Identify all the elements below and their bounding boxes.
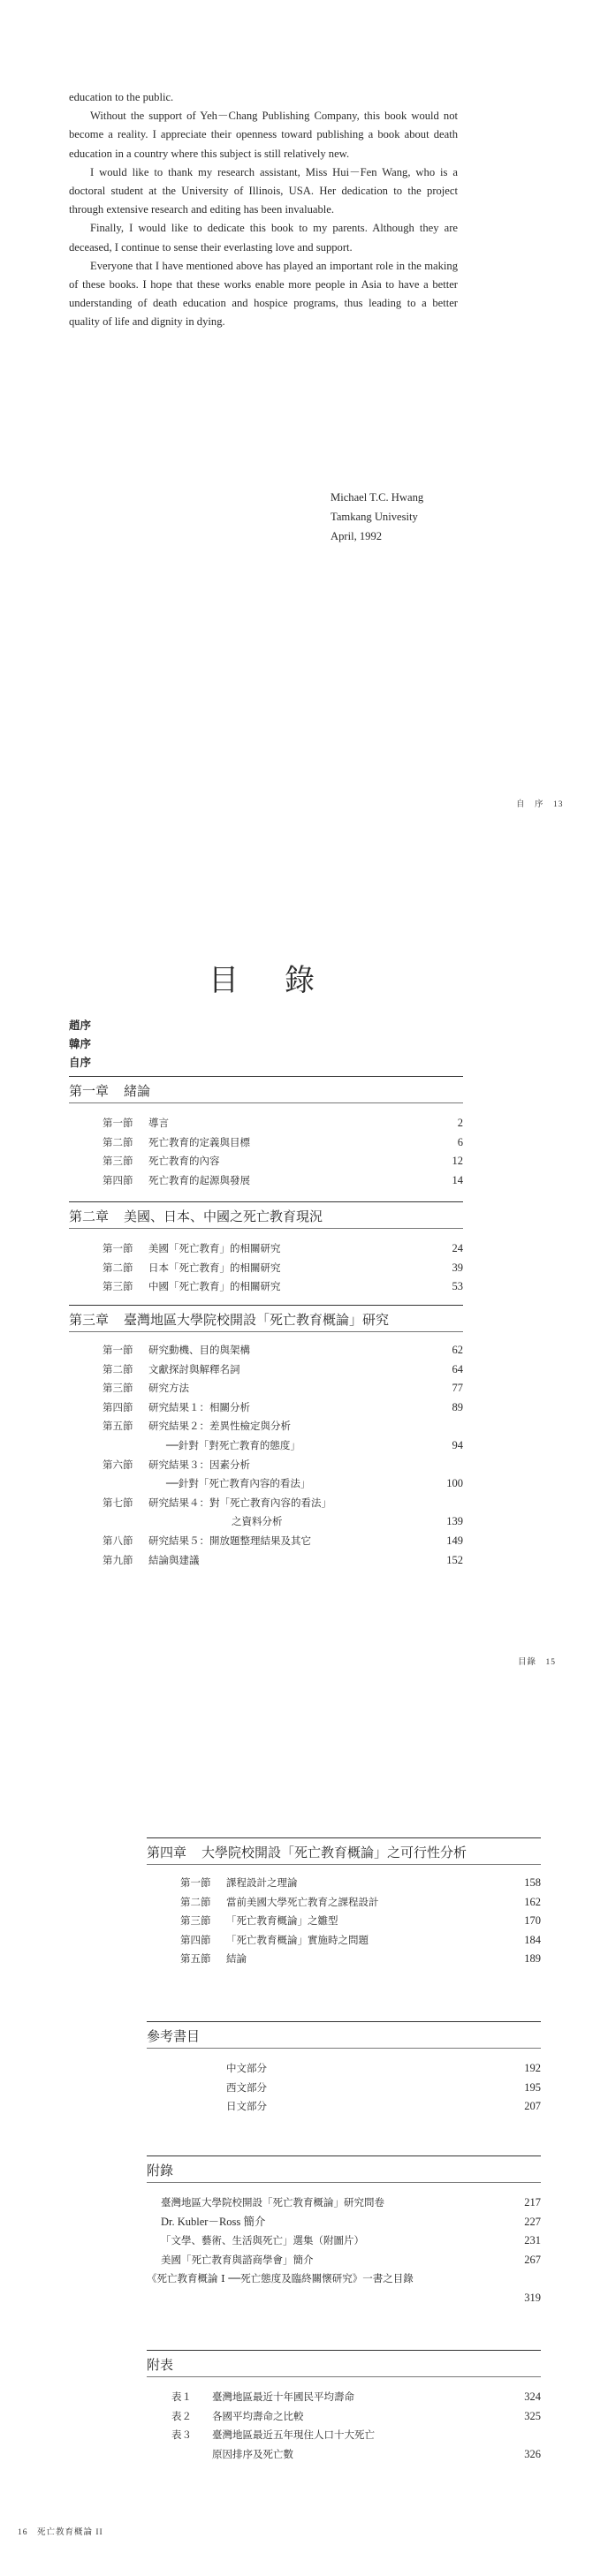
toc-entry[interactable] xyxy=(69,1133,463,1153)
page-number xyxy=(505,2426,541,2445)
toc-entry[interactable] xyxy=(69,1379,463,1398)
section-title: 「死亡教育概論」之雛型 xyxy=(226,1914,338,1928)
toc-entry[interactable] xyxy=(147,1950,541,1969)
toc-entry-continuation[interactable] xyxy=(147,2289,541,2308)
page-number: 64 xyxy=(452,1362,463,1375)
toc-entry[interactable] xyxy=(69,1417,463,1436)
section-number: 第三節 xyxy=(103,1280,133,1293)
list-item: 韓序 xyxy=(69,1037,92,1050)
section-title: 日文部分 xyxy=(226,2100,267,2113)
folio: 目錄 15 xyxy=(518,1658,557,1667)
table-title: 原因排序及死亡數 xyxy=(212,2447,293,2460)
section-title: 中文部分 xyxy=(226,2062,267,2074)
section-title: 研究結果１：相關分析 xyxy=(148,1400,250,1413)
section-title: 研究動機、目的與架構 xyxy=(148,1344,250,1356)
section-title: 導言 xyxy=(148,1117,169,1129)
section-number: 第二節 xyxy=(180,1895,211,1908)
toc-page xyxy=(0,866,608,1678)
page-number: 24 xyxy=(452,1242,463,1254)
toc-entry[interactable] xyxy=(147,2213,541,2232)
chapter-title: 美國、日本、中國之死亡教育現況 xyxy=(124,1208,323,1224)
page-number: 267 xyxy=(524,2253,541,2266)
section-number: 第一節 xyxy=(103,1242,133,1254)
toc-entry[interactable] xyxy=(69,1398,463,1418)
section-title: 西文部分 xyxy=(226,2080,267,2094)
toc-entry[interactable] xyxy=(69,1551,463,1571)
toc-entry-continuation[interactable] xyxy=(69,1512,463,1532)
page-number xyxy=(505,2269,541,2289)
section-number: 第二節 xyxy=(103,1362,133,1375)
section-title: 研究方法 xyxy=(148,1382,189,1395)
section-title: 死亡教育的起源與發展 xyxy=(148,1173,250,1186)
page-number: 77 xyxy=(452,1382,463,1395)
page-number: 319 xyxy=(524,2291,541,2304)
page-number: 149 xyxy=(446,1534,463,1547)
toc-entry[interactable] xyxy=(147,2388,541,2407)
section-title: 研究結果４：對「死亡教育內容的看法」 xyxy=(148,1496,331,1509)
section-number: 第三節 xyxy=(103,1382,133,1395)
table-number: 表２ xyxy=(171,2409,192,2422)
section-title: 結論與建議 xyxy=(148,1553,200,1566)
references-title: 參考書目 xyxy=(147,2028,201,2044)
toc-entry[interactable] xyxy=(147,1893,541,1913)
author-institution: Tamkang Univesity xyxy=(331,511,418,523)
section-title: ──針對「死亡教育內容的看法」 xyxy=(166,1477,311,1490)
toc-entry[interactable] xyxy=(69,1152,463,1171)
page-number: 231 xyxy=(524,2234,541,2247)
toc-entry[interactable] xyxy=(147,2193,541,2213)
section-number: 第四節 xyxy=(103,1400,133,1413)
toc-entry[interactable] xyxy=(69,1532,463,1551)
section-number: 第二節 xyxy=(103,1135,133,1148)
chapter-number: 第二章 xyxy=(69,1208,110,1224)
toc-entry[interactable] xyxy=(69,1360,463,1380)
toc-entry[interactable] xyxy=(147,2251,541,2270)
author-name: Michael T.C. Hwang xyxy=(331,491,424,504)
section-number: 第三節 xyxy=(180,1914,211,1928)
section-number: 第六節 xyxy=(103,1458,133,1471)
toc-entry[interactable] xyxy=(147,2059,541,2079)
toc-entry[interactable] xyxy=(69,1259,463,1278)
section-title: 「死亡教育概論」實施時之問題 xyxy=(226,1933,369,1946)
toc-appendix xyxy=(147,2156,541,2308)
toc-entry[interactable] xyxy=(147,2426,541,2445)
toc-entry[interactable] xyxy=(147,1931,541,1951)
chapter-number: 第一章 xyxy=(69,1083,110,1099)
section-number: 第一節 xyxy=(180,1876,211,1889)
page-number: 100 xyxy=(446,1477,463,1490)
toc-entry[interactable] xyxy=(147,2407,541,2427)
appendix-title: 附錄 xyxy=(147,2163,174,2178)
page-number: 184 xyxy=(524,1933,541,1946)
section-number: 第三節 xyxy=(103,1155,133,1168)
table-number xyxy=(171,2445,212,2465)
section-title: 「文學、藝術、生活與死亡」選集（附圖片） xyxy=(161,2234,364,2247)
page-number: 326 xyxy=(524,2447,541,2460)
references-heading[interactable] xyxy=(147,2021,541,2049)
folio: 16 死亡教育概論 II xyxy=(18,2528,103,2537)
list-item: 自序 xyxy=(69,1056,92,1069)
page-number: 12 xyxy=(452,1155,463,1168)
section-number: 第七節 xyxy=(103,1496,133,1509)
preface-page xyxy=(0,0,608,866)
page-number: 53 xyxy=(452,1280,463,1293)
paragraph: Finally, I would like to dedicate this book to my parents. Although they are deceased, I continue to sense their everlasting love and support. xyxy=(69,222,458,254)
paragraph: I would like to thank my research assistant, Miss Hui－Fen Wang, who is a doctoral student at the University of Illinois, USA. Her dedication to the project through extensive research and editing has been invaluable. xyxy=(69,165,458,216)
toc-entry-continuation[interactable] xyxy=(69,1474,463,1494)
page-number: 39 xyxy=(452,1261,463,1274)
chapter-title: 緒論 xyxy=(124,1083,151,1099)
section-number: 第八節 xyxy=(103,1534,133,1547)
page-number xyxy=(428,1494,463,1513)
toc-entry[interactable] xyxy=(69,1341,463,1360)
page-number: 324 xyxy=(524,2390,541,2403)
signature-block xyxy=(331,488,423,546)
folio: 自 序 13 xyxy=(516,800,564,809)
page-number: 170 xyxy=(524,1914,541,1928)
page-number: 325 xyxy=(524,2409,541,2422)
section-title: Dr. Kubler－Ross 簡介 xyxy=(161,2215,266,2228)
chapter-heading[interactable] xyxy=(69,1305,463,1332)
tables-title: 附表 xyxy=(147,2357,174,2373)
section-number: 第九節 xyxy=(103,1553,133,1566)
toc-chapter xyxy=(147,1837,541,1969)
section-number: 第一節 xyxy=(103,1344,133,1356)
tables-heading[interactable] xyxy=(147,2350,541,2377)
section-title: 之資料分析 xyxy=(232,1515,283,1528)
toc-chapter xyxy=(69,1076,463,1190)
page-number: 14 xyxy=(452,1173,463,1186)
page-number: 217 xyxy=(524,2196,541,2209)
section-title: 文獻探討與解釋名詞 xyxy=(148,1362,240,1375)
signature-date: April, 1992 xyxy=(331,530,383,542)
chapter-title: 大學院校開設「死亡教育概論」之可行性分析 xyxy=(201,1845,467,1860)
toc-entry[interactable] xyxy=(69,1239,463,1259)
page-number: 6 xyxy=(457,1135,463,1148)
page-number: 94 xyxy=(452,1438,463,1451)
section-title: 當前美國大學死亡教育之課程設計 xyxy=(226,1895,379,1908)
chapter-heading[interactable] xyxy=(69,1076,463,1103)
section-number: 第五節 xyxy=(103,1420,133,1433)
section-title: 中國「死亡教育」的相關研究 xyxy=(148,1280,281,1293)
list-item: 趙序 xyxy=(69,1019,92,1032)
table-number: 表３ xyxy=(171,2428,192,2442)
page-number: 227 xyxy=(524,2215,541,2228)
appendix-heading[interactable] xyxy=(147,2156,541,2183)
page-number: 162 xyxy=(524,1895,541,1908)
toc-references xyxy=(147,2021,541,2117)
preface-text xyxy=(69,88,458,332)
section-title: ──針對「對死亡教育的態度」 xyxy=(166,1438,300,1451)
toc-entry[interactable] xyxy=(69,1114,463,1133)
section-number: 第四節 xyxy=(180,1933,211,1946)
section-title: 課程設計之理論 xyxy=(226,1876,298,1889)
toc-entry[interactable] xyxy=(147,1912,541,1931)
page-number: 207 xyxy=(524,2100,541,2113)
section-number: 第二節 xyxy=(103,1261,133,1274)
page-number: 139 xyxy=(446,1515,463,1528)
page-number: 195 xyxy=(524,2080,541,2094)
toc-entry-continuation[interactable] xyxy=(69,1436,463,1456)
front-matter-list xyxy=(69,1016,91,1072)
paragraph: Everyone that I have mentioned above has played an important role in the making of these books. I hope that these works enable more people in Asia to have a better understanding of death education and hospice programs, thus leading to a better quality of life and dignity in dying. xyxy=(69,259,458,329)
page-number: 192 xyxy=(524,2062,541,2074)
chapter-title: 臺灣地區大學院校開設「死亡教育概論」研究 xyxy=(124,1312,390,1328)
page-number: 189 xyxy=(524,1952,541,1966)
toc-entry-continuation[interactable] xyxy=(147,2445,541,2465)
section-title: 臺灣地區大學院校開設「死亡教育概論」研究問卷 xyxy=(161,2196,384,2209)
table-title: 各國平均壽命之比較 xyxy=(212,2409,304,2422)
section-title: 美國「死亡教育與諮商學會」簡介 xyxy=(161,2253,314,2266)
section-number: 第四節 xyxy=(103,1173,133,1186)
toc-entry[interactable] xyxy=(147,2269,541,2289)
toc-entry[interactable] xyxy=(147,2079,541,2098)
toc-entry[interactable] xyxy=(69,1171,463,1191)
table-number: 表１ xyxy=(171,2390,192,2403)
toc-entry[interactable] xyxy=(69,1277,463,1297)
section-title: 《死亡教育概論 I ──死亡態度及臨終關懷研究》一書之目錄 xyxy=(147,2272,414,2285)
chapter-heading[interactable] xyxy=(147,1837,541,1865)
chapter-number: 第三章 xyxy=(69,1312,110,1328)
toc-entry[interactable] xyxy=(69,1494,463,1513)
section-title: 死亡教育的內容 xyxy=(148,1155,220,1168)
paragraph: Without the support of Yeh－Chang Publishing Company, this book would not become a reality. I appreciate their openness toward publishing a book about death education in a country where this subject is still relatively new. xyxy=(69,110,458,160)
page-number xyxy=(428,1456,463,1475)
toc-chapter xyxy=(69,1305,463,1570)
page-number: 158 xyxy=(524,1876,541,1889)
section-title: 研究結果２：差異性檢定與分析 xyxy=(148,1420,291,1433)
section-title: 日本「死亡教育」的相關研究 xyxy=(148,1261,281,1274)
chapter-heading[interactable] xyxy=(69,1201,463,1229)
page-number: 62 xyxy=(452,1344,463,1356)
toc-chapter xyxy=(69,1201,463,1297)
section-title: 研究結果３：因素分析 xyxy=(148,1458,250,1471)
toc-tables xyxy=(147,2350,541,2464)
page-number: 89 xyxy=(452,1400,463,1413)
toc-entry[interactable] xyxy=(147,2097,541,2117)
paragraph: education to the public. xyxy=(69,91,174,103)
section-title: 結論 xyxy=(226,1952,247,1966)
toc-entry[interactable] xyxy=(147,1874,541,1893)
page-number: 2 xyxy=(457,1117,463,1129)
page-title: 目錄 xyxy=(209,963,361,998)
table-title: 臺灣地區最近十年國民平均壽命 xyxy=(212,2390,354,2403)
page-number xyxy=(428,1417,463,1436)
toc-entry[interactable] xyxy=(69,1456,463,1475)
section-title: 研究結果５：開放題整理結果及其它 xyxy=(148,1534,311,1547)
chapter-number: 第四章 xyxy=(147,1845,187,1860)
section-title: 美國「死亡教育」的相關研究 xyxy=(148,1242,281,1254)
toc-page-continued xyxy=(0,1678,608,2576)
page-number: 152 xyxy=(446,1553,463,1566)
table-title: 臺灣地區最近五年現住人口十大死亡 xyxy=(212,2428,375,2442)
section-title xyxy=(161,2289,505,2308)
section-title: 死亡教育的定義與目標 xyxy=(148,1135,250,1148)
toc-entry[interactable] xyxy=(147,2231,541,2251)
section-number: 第一節 xyxy=(103,1117,133,1129)
section-number: 第五節 xyxy=(180,1952,211,1966)
